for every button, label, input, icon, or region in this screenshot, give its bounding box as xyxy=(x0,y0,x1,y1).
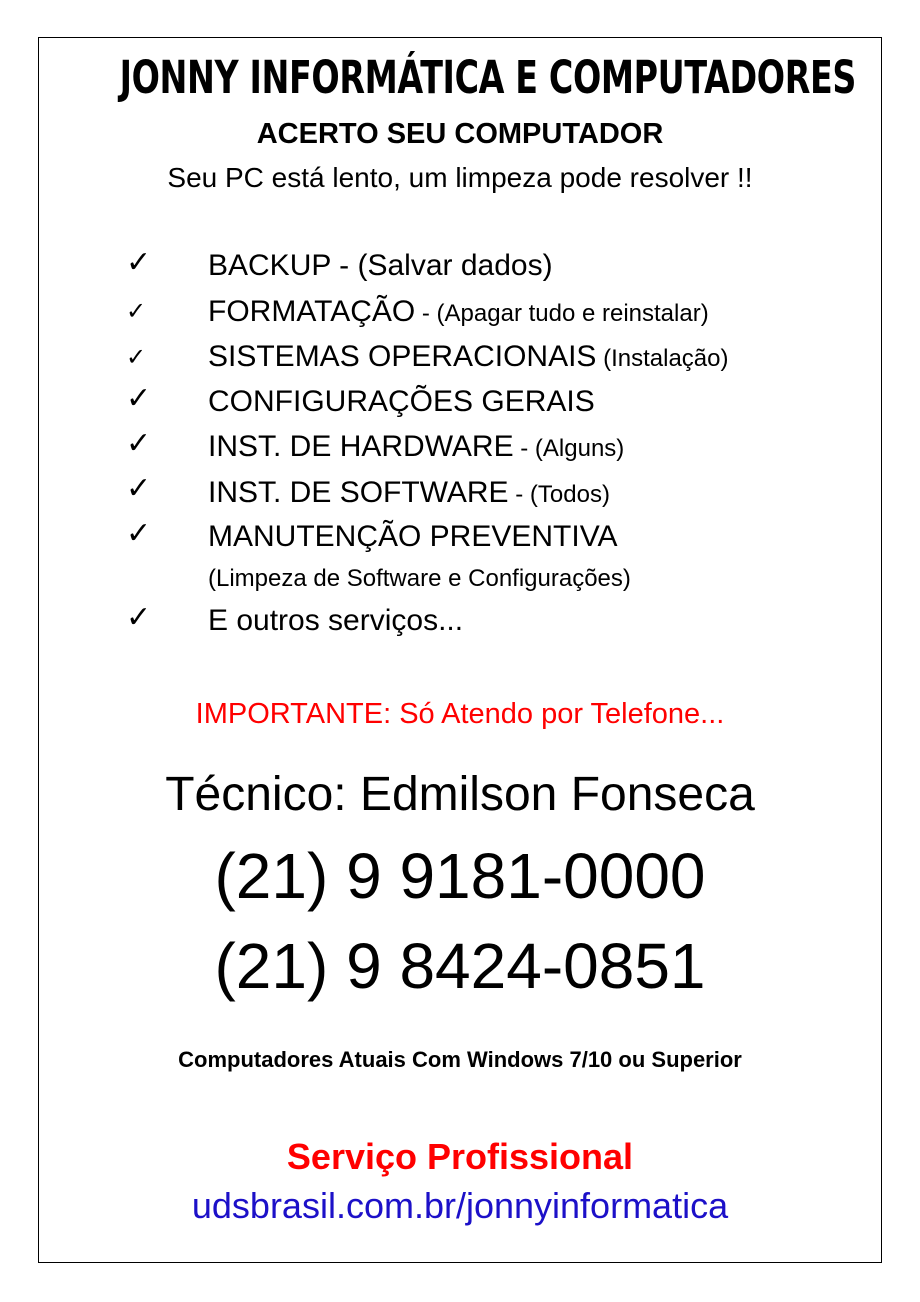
check-icon: ✓ xyxy=(126,426,152,461)
service-label: E outros serviços... xyxy=(208,604,464,637)
check-icon: ✓ xyxy=(126,381,152,416)
website-link[interactable]: udsbrasil.com.br/jonnyinformatica xyxy=(191,1185,729,1226)
service-note: - (Apagar tudo e reinstalar) xyxy=(415,300,709,327)
subtitle: ACERTO SEU COMPUTADOR xyxy=(256,118,664,150)
service-subline: (Limpeza de Software e Configurações) xyxy=(208,565,631,592)
check-icon: ✓ xyxy=(126,600,152,635)
service-label: FORMATAÇÃO xyxy=(208,295,416,328)
service-label: MANUTENÇÃO PREVENTIVA xyxy=(208,520,618,553)
phone-number: (21) 9 8424-0851 xyxy=(214,930,706,1002)
flyer-border xyxy=(38,37,882,1263)
service-note: - (Todos) xyxy=(508,481,610,508)
check-icon: ✓ xyxy=(126,297,147,325)
service-item xyxy=(208,519,618,557)
service-item xyxy=(208,294,709,332)
service-label: SISTEMAS OPERACIONAIS xyxy=(208,340,597,373)
service-item xyxy=(208,339,728,377)
technician-name: Técnico: Edmilson Fonseca xyxy=(165,768,755,821)
check-icon: ✓ xyxy=(126,516,152,551)
service-label: CONFIGURAÇÕES GERAIS xyxy=(208,385,595,418)
service-item xyxy=(208,429,624,467)
service-note: - (Alguns) xyxy=(513,435,625,462)
important-notice: IMPORTANTE: Só Atendo por Telefone... xyxy=(195,698,725,730)
service-label: Serviço Profissional xyxy=(286,1136,634,1177)
service-item xyxy=(208,384,595,422)
tagline: Seu PC está lento, um limpeza pode resolver !! xyxy=(167,162,753,193)
service-item xyxy=(208,475,610,513)
service-label: BACKUP - (Salvar dados) xyxy=(208,249,553,282)
check-icon: ✓ xyxy=(126,343,147,371)
service-label: INST. DE SOFTWARE xyxy=(208,476,509,509)
windows-note: Computadores Atuais Com Windows 7/10 ou Superior xyxy=(178,1047,742,1072)
service-note: (Instalação) xyxy=(596,345,729,372)
service-item xyxy=(208,248,553,286)
service-item xyxy=(208,603,463,641)
check-icon: ✓ xyxy=(126,471,152,506)
company-name: JONNY INFORMÁTICA E COMPUTADORES xyxy=(119,51,856,104)
service-label: INST. DE HARDWARE xyxy=(208,430,514,463)
check-icon: ✓ xyxy=(126,245,152,280)
phone-number: (21) 9 9181-0000 xyxy=(214,840,706,912)
